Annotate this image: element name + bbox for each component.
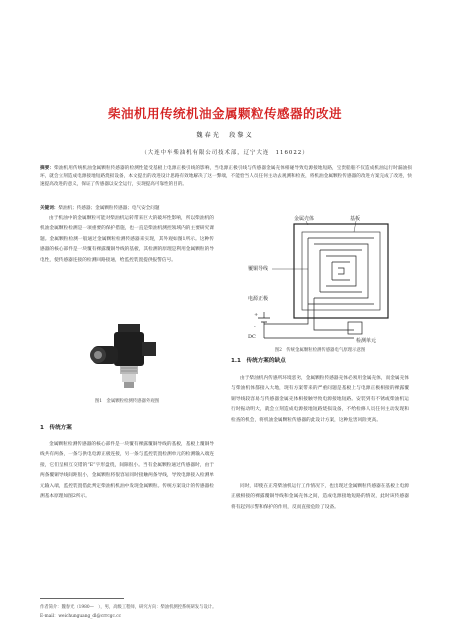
section-1-heading: 1 传统方案 [40, 425, 72, 431]
label-copper: 覆铜导线 [248, 266, 269, 272]
footnote [40, 603, 412, 621]
schematic-diagram [244, 212, 404, 344]
sensor-photo [80, 320, 180, 392]
label-substrate: 基板 [350, 216, 361, 222]
paper-title: 柴油机用传统机油金属颗粒传感器的改进 [107, 106, 342, 121]
intro-paragraph: 由于机油中的金属颗粒可能对柴油机运转带来巨大的破坏性影响，所以柴油机的机油金属颗粒检测是一项重要的保护措施，也一直是柴油机测控领域内的主要研究课题。金属颗粒检测一般通过金属颗粒检测传感器来实现，其外观如图1所示。这种传感器的核心部件是一块覆有裸露覆铜导线的基板，其检测的原理是利用金属颗粒的导电性，使传感器连接的检测回路接通，给监控装置提供报警信号。 [40, 216, 214, 263]
keywords-text: 柴油机；传感器；金属颗粒传感器；电气安全问题 [58, 206, 160, 211]
abstract [40, 165, 412, 189]
abstract-text: 柴油机用传统机油金属颗粒传感器的检测性能受基板上电源正极引线的影响，当电源正极引线与传感器金属壳体相碰导致电源接地短路，宝贵船舶不仅造成机油运行时漏油损坏，就会立刻造成电源接地短路烧损设备，本文提出的改进设计思路有效地解决了这一弊端，不能恰当人员任何主动去观测和检查，将机油金属颗粒传感器的改进方案完成了改进，快速提高改进的意义，保证了传感器以安全运行，实现提高可靠性的目的。 [40, 166, 412, 187]
label-dc-positive: 电源正极 [248, 296, 269, 302]
paper-affiliation: （大连中车柴油机有限公司技术部，辽宁大连 116022） [141, 150, 309, 156]
detect-unit-box [348, 322, 362, 334]
label-dc: DC [248, 334, 256, 340]
footnote-author: 作者简介：魏春光（1980— ），男，高级工程师，研究方向：柴油机测控系统研发与设计。 [40, 605, 217, 610]
fig1-caption: 图1 金属颗粒检测传感器外观图 [94, 399, 160, 404]
fig2-caption: 图2 传统金属颗粒检测传感器电气原理示意图 [274, 348, 366, 353]
copper-traces [308, 238, 374, 304]
abstract-label: 摘要： [40, 166, 55, 171]
section-1-paragraph: 金属颗粒检测传感器的核心部件是一块覆有裸露覆铜导线的基板，基板上覆铜导线共有两条，一条与供电电源正极连接，另一条与监控装置检测单元的检测输入端连接，它们呈相互交错的“E”字形盘绕，间隙很小。当有金属颗粒通过传感器时，由于两条覆铜导线间距很小，金属颗粒将很容易同时接触两条导线，导致电源接入检测单元输入端，监控装置借此判定柴油机机油中发现金属颗粒。传统方案设计的传感器检测基本原理如图2所示。 [40, 442, 214, 500]
label-plus: + [254, 312, 259, 318]
sensor-body [114, 332, 144, 366]
label-minus: - [254, 324, 256, 330]
footnote-email: E-mail：weichunguang_dl@crrcgc.cc [40, 614, 122, 619]
keywords [40, 205, 412, 211]
section-1-1-paragraph: 由于柴油机内传感所环境恶劣，金属颗粒传感器壳体必须用金属壳体，而金属壳体与柴油机体都接入大地，现有方案带来的严重问题是基板上与电源正极相接的裸露覆铜导线较容易与传感器金属壳体相接触导致电源接地短路。安装到有不锈或柴油机运行时振动明大，就会立刻造成电源接地短路烧损设备，不给检修人员任何主动发现和检查的机会，将机油金属颗粒传感器的此设计方案，这种危害风险更高。 [231, 376, 409, 423]
label-detect: 检测单元 [356, 338, 377, 344]
label-housing: 金属壳体 [294, 216, 315, 222]
footnote-rule [40, 598, 124, 599]
keywords-label: 关键词： [40, 206, 59, 211]
sensor-thread [120, 366, 138, 374]
section-1-1-heading: 1.1 传统方案的缺点 [231, 358, 286, 364]
section-1-1-paragraph-2: 同时，即使在正常柴油机运行工作情况下，也出现过金属颗粒传感器在基板上电源正极相接的裸露覆铜导线和金属壳体之间，造成电源接地短路的情况，此时该传感器将有起到示警和保护的作用，反而直接危险了设备。 [231, 484, 409, 510]
paper-authors: 魏春光 段黎义 [196, 132, 254, 139]
